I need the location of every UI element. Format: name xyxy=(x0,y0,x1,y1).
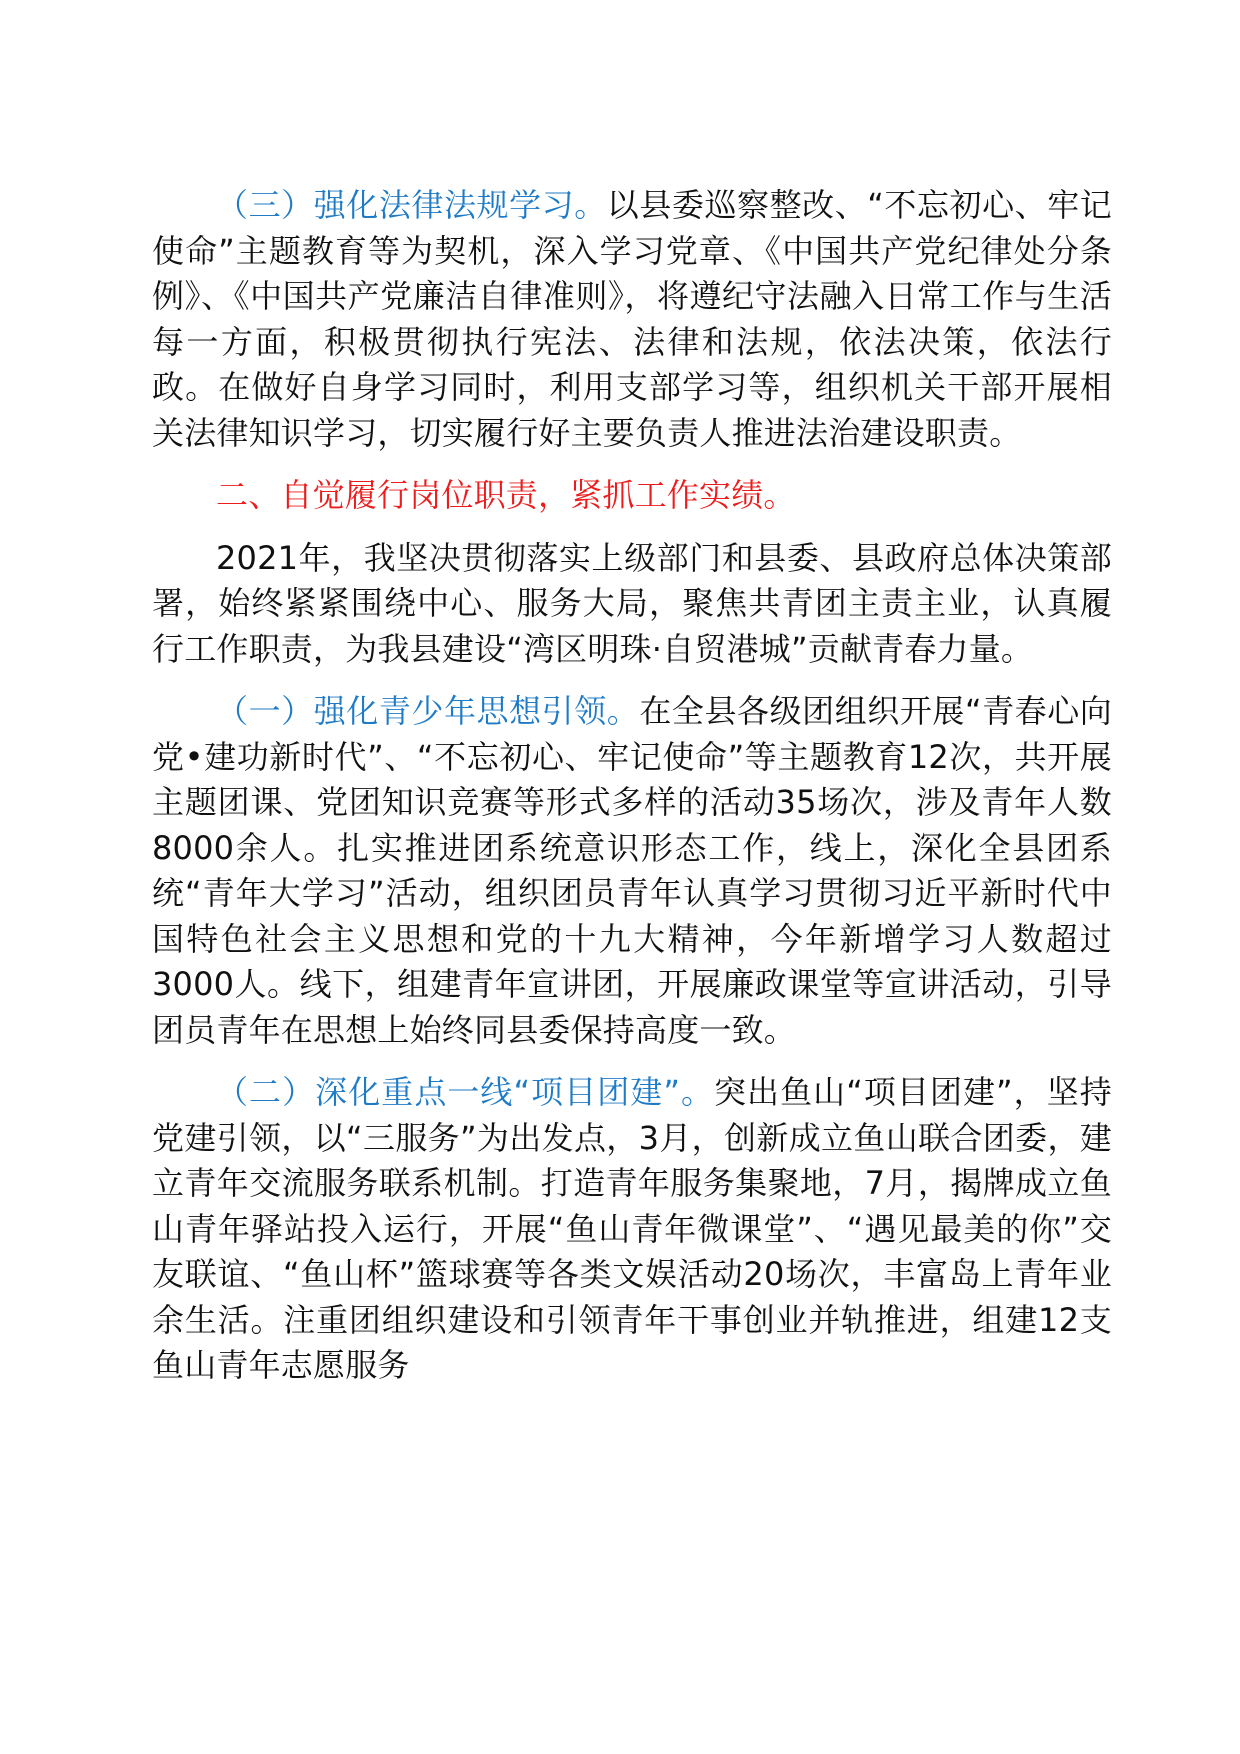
part-2-heading: 二、自觉履行岗位职责，紧抓工作实绩。 xyxy=(216,476,796,514)
item-2-paragraph xyxy=(152,1070,1112,1389)
item-1-text: 在全县各级团组织开展“青春心向党•建功新时代”、“不忘初心、牢记使命”等主题教育12次，共开展主题团课、党团知识竞赛等形式多样的活动35场次，涉及青年人数8000余人。扎实推进团系统意识形态工作，线上，深化全县团系统“青年大学习”活动，组织团员青年认真学习贯彻习近平新时代中国特色社会主义思想和党的十九大精神，今年新增学习人数超过3000人。线下，组建青年宣讲团，开展廉政课堂等宣讲活动，引导团员青年在思想上始终同县委保持高度一致。 xyxy=(152,692,1112,1049)
section-3-paragraph xyxy=(152,183,1112,456)
section-3-heading: （三）强化法律法规学习。 xyxy=(216,186,607,224)
item-2-text: 突出鱼山“项目团建”，坚持党建引领，以“三服务”为出发点，3月，创新成立鱼山联合团委，建立青年交流服务联系机制。打造青年服务集聚地，7月，揭牌成立鱼山青年驿站投入运行，开展“鱼山青年微课堂”、“遇见最美的你”交友联谊、“鱼山杯”篮球赛等各类文娱活动20场次，丰富岛上青年业余生活。注重团组织建设和引领青年干事创业并轨推进，组建12支鱼山青年志愿服务 xyxy=(152,1073,1112,1384)
item-1-heading: （一）强化青少年思想引领。 xyxy=(216,692,640,730)
document-page xyxy=(152,183,1112,1406)
item-1-paragraph xyxy=(152,689,1112,1053)
section-3-text: 以县委巡察整改、“不忘初心、牢记使命”主题教育等为契机，深入学习党章、《中国共产党纪律处分条例》、《中国共产党廉洁自律准则》，将遵纪守法融入日常工作与生活每一方面，积极贯彻执行宪法、法律和法规，依法决策，依法行政。在做好自身学习同时，利用支部学习等，组织机关干部开展相关法律知识学习，切实履行好主要负责人推进法治建设职责。 xyxy=(152,186,1112,452)
item-2-heading: （二）深化重点一线“项目团建”。 xyxy=(216,1073,714,1111)
part-2-intro: 2021年，我坚决贯彻落实上级部门和县委、县政府总体决策部署，始终紧紧围绕中心、服务大局，聚焦共青团主责主业，认真履行工作职责，为我县建设“湾区明珠·自贸港城”贡献青春力量。 xyxy=(152,538,1112,668)
